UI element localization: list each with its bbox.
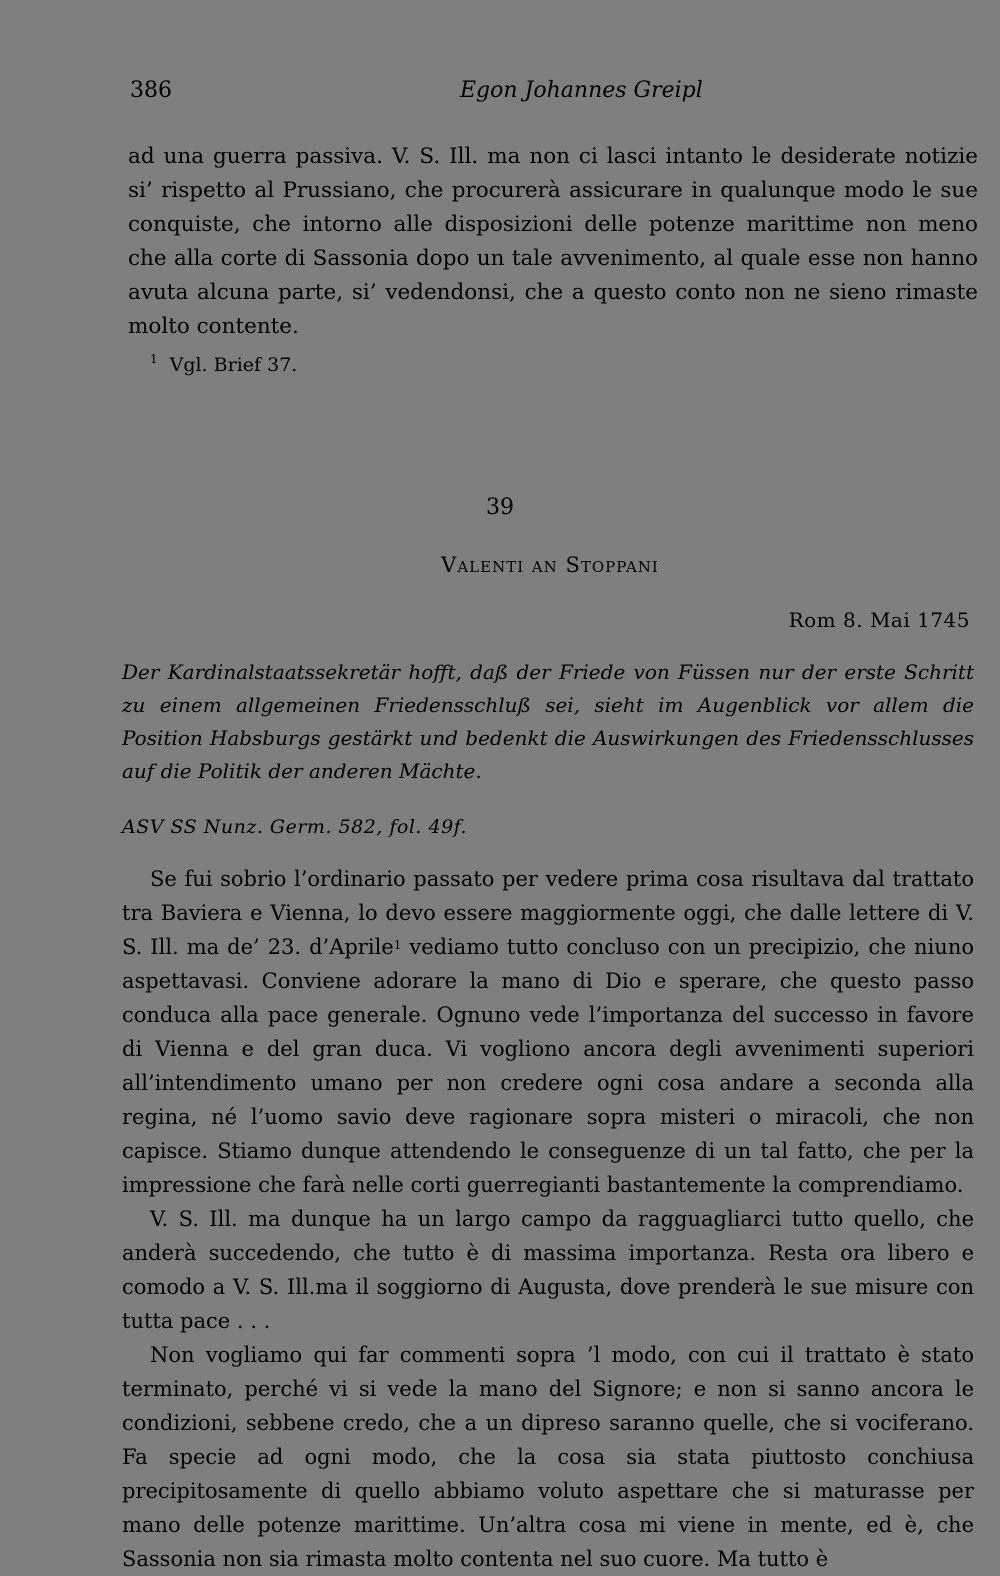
- page-number: 386: [130, 78, 172, 103]
- letter-paragraph: Non vogliamo qui far commenti sopra ’l modo, con cui il trattato è stato terminato, perché vi si vede la mano del Signore; e non si sanno ancora le condizioni, sebbene credo, che a un dipreso saranno quelle, che si vociferano. Fa specie ad ogni modo, che la cosa sia stata piuttosto conchiusa precipitosamente di quello abbiamo voluto aspettare che si maturasse per mano delle potenze marittime. Un’altra cosa mi viene in mente, ed è, che Sassonia non sia rimasta molto contenta nel suo cuore. Ma tutto è: [122, 1343, 974, 1571]
- archival-source: ASV SS Nunz. Germ. 582, fol. 49f.: [122, 816, 468, 838]
- footnote-text: Vgl. Brief 37.: [169, 354, 298, 376]
- paragraph-text: Se fui sobrio l’ordinario passato per vedere prima cosa risultava dal trattato tra Baviera e Vienna, lo devo essere maggiormente oggi, che dalle lettere di V. S. Ill. ma de’ 23. d’Aprile: [122, 867, 974, 959]
- letter-number: 39: [486, 495, 514, 520]
- continued-text: [128, 140, 978, 344]
- letter-body: [122, 862, 974, 1576]
- paragraph-text: vediamo tutto concluso con un precipizio, che niuno aspettavasi. Conviene adorare la mano di Dio e sperare, che questo passo conduca alla pace generale. Ognuno vede l’importanza del successo in favore di Vienna e del gran duca. Vi vogliono ancora degli avvenimenti superiori all’intendimento umano per non credere ogni cosa andare a seconda alla regina, né l’uomo savio deve ragionare sopra misteri o miracoli, che non capisce. Stiamo dunque attendendo le conseguenze di un tal fatto, che per la impressione che farà nelle corti guerregianti bastantemente la comprendiamo.: [122, 935, 974, 1197]
- letter-title: Valenti an Stoppani: [441, 553, 659, 577]
- footnote-marker: 1: [150, 352, 158, 366]
- running-head: Egon Johannes Greipl: [460, 78, 703, 103]
- letter-summary: Der Kardinalstaatssekretär hofft, daß der Friede von Füssen nur der erste Schritt zu einem allgemeinen Friedensschluß sei, sieht im Augenblick vor allem die Position Habsburgs gestärkt und bedenkt die Auswirkungen des Friedensschlusses auf die Politik der anderen Mächte.: [122, 660, 974, 783]
- letter-paragraph: V. S. Ill. ma dunque ha un largo campo da ragguagliarci tutto quello, che anderà succedendo, che tutto è di massima importanza. Resta ora libero e comodo a V. S. Ill.ma il soggiorno di Augusta, dove prenderà le sue misure con tutta pace . . .: [122, 1207, 974, 1333]
- letter-paragraph: [122, 862, 974, 1202]
- footnote-reference: 1: [393, 938, 402, 952]
- continued-paragraph: ad una guerra passiva. V. S. Ill. ma non ci lasci intanto le desiderate notizie si’ rispetto al Prussiano, che procurerà assicurare in qualunque modo le sue conquiste, che intorno alle disposizioni delle potenze marittime non meno che alla corte di Sassonia dopo un tale avvenimento, al quale esse non hanno avuta alcuna parte, si’ vedendonsi, che a questo conto non ne sieno rimaste molto contente.: [128, 144, 978, 339]
- page-header: [130, 78, 970, 108]
- footnote: [150, 354, 297, 376]
- letter-date: Rom 8. Mai 1745: [788, 608, 970, 632]
